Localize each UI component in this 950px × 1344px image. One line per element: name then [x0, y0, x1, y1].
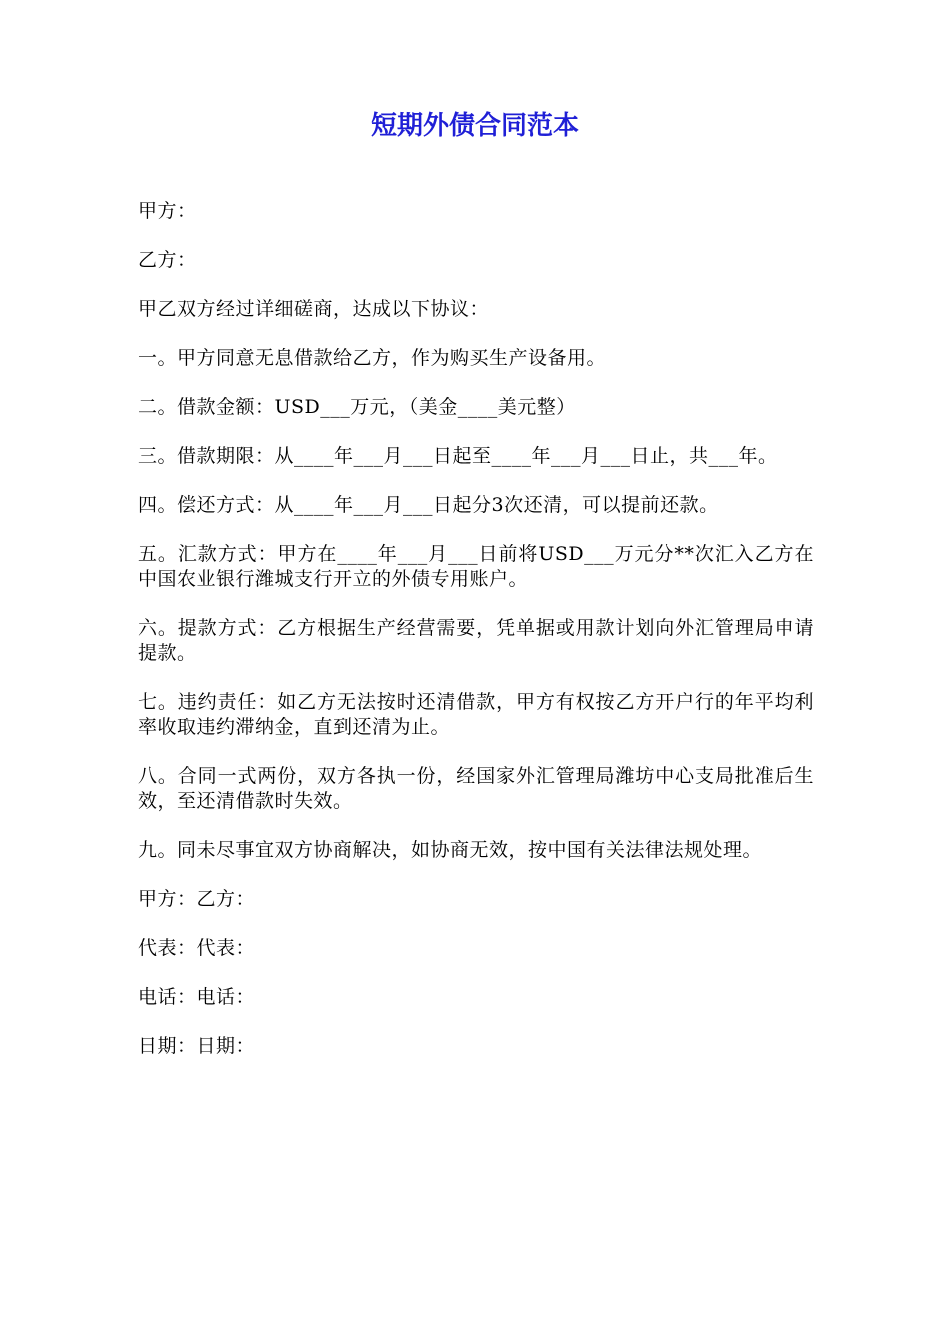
- document-body: [138, 199, 814, 1083]
- clause-8-copies: 八。合同一式两份，双方各执一份，经国家外汇管理局潍坊中心支局批准后生效，至还清借款时失效。: [138, 765, 814, 812]
- clause-2-loan-amount: 二。借款金额：USD___万元，（美金____美元整）: [138, 396, 576, 418]
- clause-9-disputes: 九。同未尽事宜双方协商解决，如协商无效，按中国有关法律法规处理。: [138, 839, 763, 861]
- party-a-line: 甲方：: [138, 200, 197, 222]
- clause-3-loan-term: 三。借款期限：从____年___月___日起至____年___月___日止，共___年。: [138, 445, 778, 467]
- signature-parties: 甲方：乙方：: [138, 888, 256, 910]
- clause-4-repayment: 四。偿还方式：从____年___月___日起分3次还清，可以提前还款。: [138, 494, 719, 516]
- clause-5-remittance: 五。汇款方式：甲方在____年___月___日前将USD___万元分**次汇入乙方在中国农业银行潍城支行开立的外债专用账户。: [138, 543, 814, 590]
- signature-dates: 日期：日期：: [138, 1035, 256, 1057]
- document-title: 短期外债合同范本: [370, 111, 579, 141]
- clause-1: 一。甲方同意无息借款给乙方，作为购买生产设备用。: [138, 347, 607, 369]
- agreement-intro: 甲乙双方经过详细磋商，达成以下协议：: [138, 298, 490, 320]
- signature-phones: 电话：电话：: [138, 986, 256, 1008]
- clause-7-liability: 七。违约责任：如乙方无法按时还清借款，甲方有权按乙方开户行的年平均利率收取违约滞纳金，直到还清为止。: [138, 691, 814, 738]
- signature-representatives: 代表：代表：: [138, 937, 256, 959]
- clause-6-withdrawal: 六。提款方式：乙方根据生产经营需要，凭单据或用款计划向外汇管理局申请提款。: [138, 617, 814, 664]
- party-b-line: 乙方：: [138, 249, 197, 271]
